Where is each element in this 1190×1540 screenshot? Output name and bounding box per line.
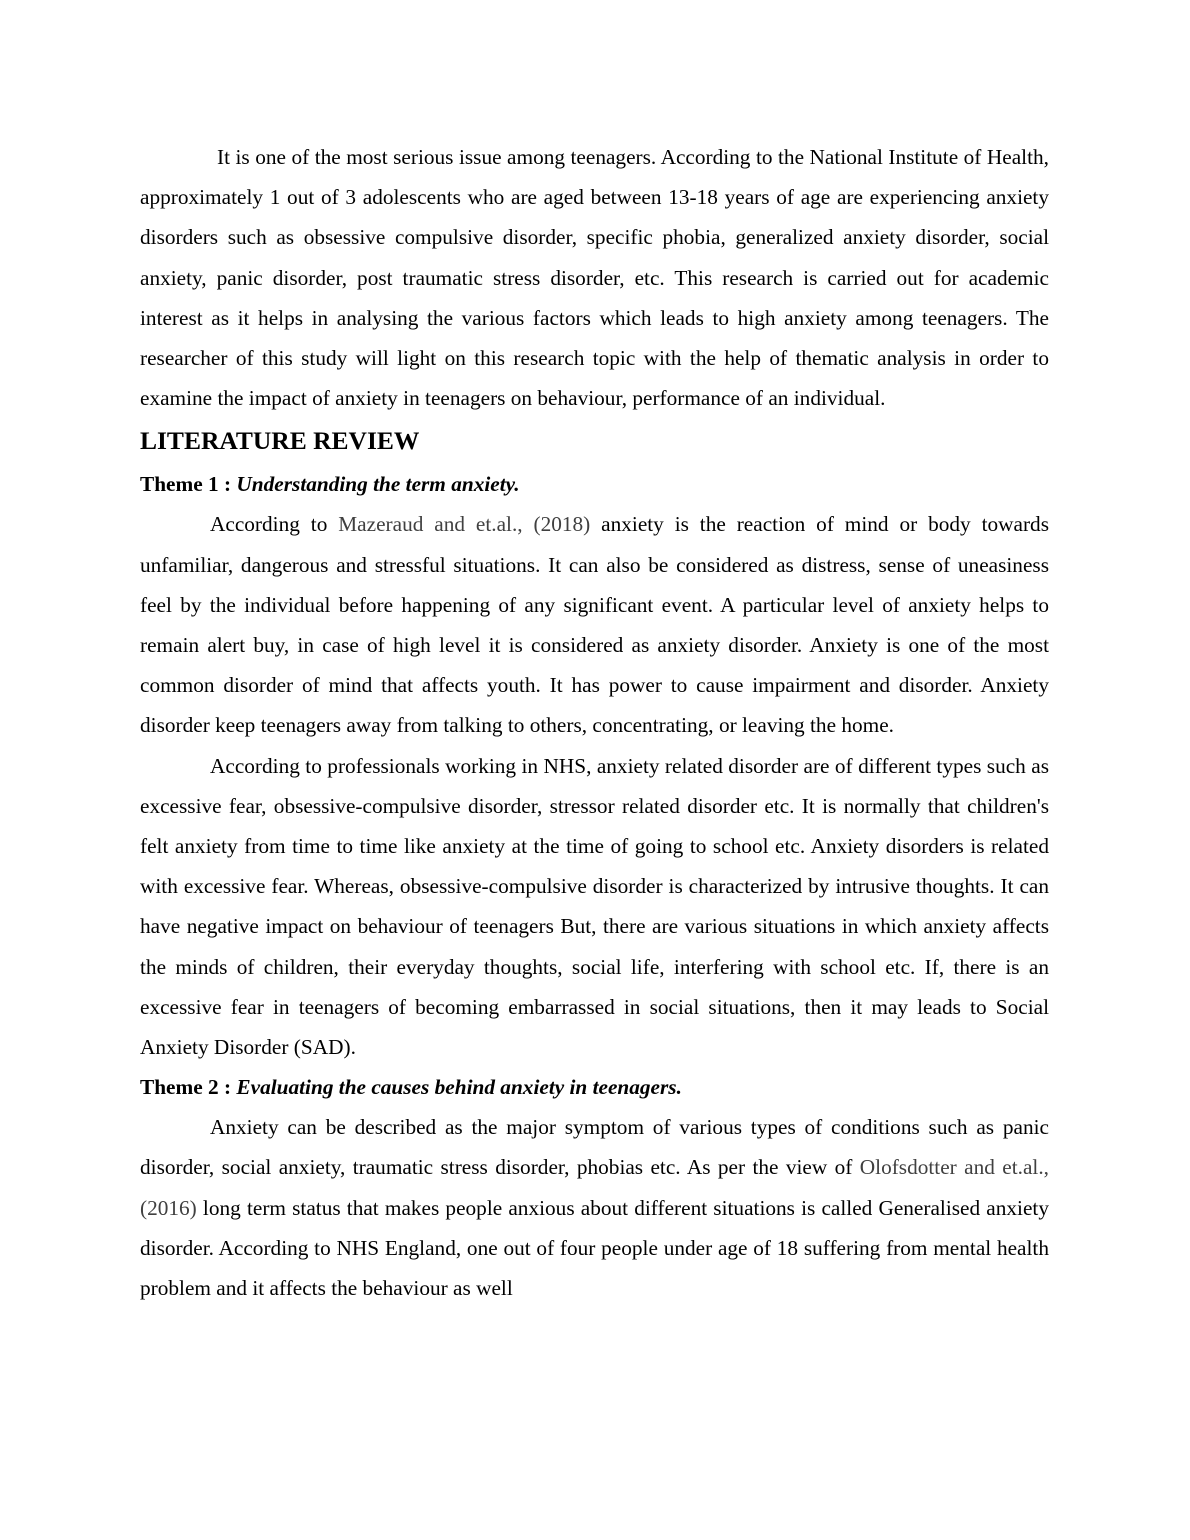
theme-2-p1-text-before: Anxiety can be described as the major symptom of various types of conditions such as panic disorder, social anxiety, traumatic stress disorder, phobias etc. As per the view of [140,1115,1049,1180]
theme-1-p1-text-before: According to [210,512,339,537]
theme-2-heading [140,1067,1049,1107]
document-page [140,137,1049,1308]
theme-1-heading [140,464,1049,504]
theme-1-p1-text-after: anxiety is the reaction of mind or body towards unfamiliar, dangerous and stressful situations. It can also be considered as distress, sense of uneasiness feel by the individual before happening of any significant event. A particular level of anxiety helps to remain alert buy, in case of high level it is considered as anxiety disorder. Anxiety is one of the most common disorder of mind that affects youth. It has power to cause impairment and disorder. Anxiety disorder keep teenagers away from talking to others, concentrating, or leaving the home. [140,512,1049,738]
theme-1-paragraph-2: According to professionals working in NHS, anxiety related disorder are of different types such as excessive fear, obsessive-compulsive disorder, stressor related disorder etc. It is normally that children's felt anxiety from time to time like anxiety at the time of going to school etc. Anxiety disorders is related with excessive fear. Whereas, obsessive-compulsive disorder is characterized by intrusive thoughts. It can have negative impact on behaviour of teenagers But, there are various situations in which anxiety affects the minds of children, their everyday thoughts, social life, interfering with school etc. If, there is an excessive fear in teenagers of becoming embarrassed in social situations, then it may leads to Social Anxiety Disorder (SAD). [140,753,1049,1060]
theme-2-p1-text-after: long term status that makes people anxious about different situations is called Generalised anxiety disorder. According to NHS England, one out of four people under age of 18 suffering from mental health problem and it affects the behaviour as well [140,1195,1049,1301]
theme-2-label: Theme 2 : [140,1075,237,1100]
intro-paragraph: It is one of the most serious issue among teenagers. According to the National Institute of Health, approximately 1 out of 3 adolescents who are aged between 13-18 years of age are experiencing anxiety disorders such as obsessive compulsive disorder, specific phobia, generalized anxiety disorder, social anxiety, panic disorder, post traumatic stress disorder, etc. This research is carried out for academic interest as it helps in analysing the various factors which leads to high anxiety among teenagers. The researcher of this study will light on this research topic with the help of thematic analysis in order to examine the impact of anxiety in teenagers on behaviour, performance of an individual. [140,145,1049,411]
theme-1-paragraph-1 [140,504,1049,745]
citation-olofsdotter: Olofsdotter and et.al., (2016) [140,1155,1049,1220]
theme-2-paragraph-1 [140,1107,1049,1308]
theme-2-title: Evaluating the causes behind anxiety in teenagers. [236,1075,682,1100]
citation-mazeraud: Mazeraud and et.al., (2018) [338,512,591,537]
theme-1-label: Theme 1 : [140,472,237,497]
theme-1-title: Understanding the term anxiety. [236,472,520,497]
section-heading: LITERATURE REVIEW [140,426,420,456]
